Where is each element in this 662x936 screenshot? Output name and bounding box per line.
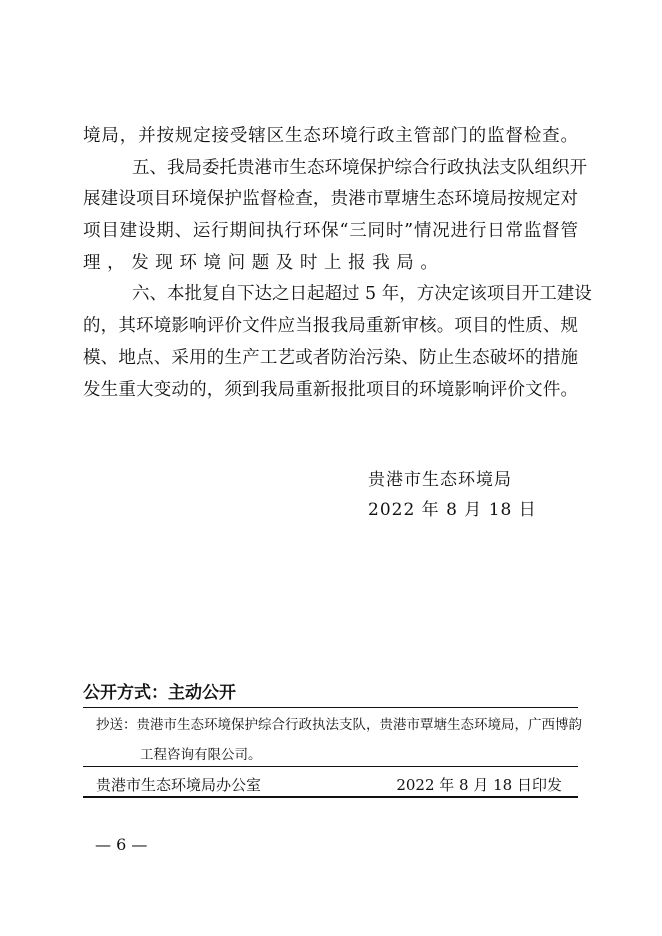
disclosure-method: 公开方式：主动公开 (83, 683, 236, 703)
issuer: 贵港市生态环境局办公室 (96, 776, 262, 794)
divider (83, 766, 578, 767)
body-line: 境局，并按规定接受辖区生态环境行政主管部门的监督检查。 (83, 126, 578, 146)
body-text (83, 121, 592, 406)
divider-bold (83, 796, 578, 798)
divider (83, 707, 578, 708)
cc-line-2: 工程咨询有限公司。 (140, 747, 262, 763)
signature-date: 2022 年 8 月 18 日 (368, 500, 537, 520)
body-line: 的，其环境影响评价文件应当报我局重新审核。项目的性质、规 (83, 316, 578, 337)
body-line: 模、地点、采用的生产工艺或者防治污染、防止生态破坏的措施 (83, 347, 578, 368)
body-line: 五、我局委托贵港市生态环境保护综合行政执法支队组织开 (132, 157, 587, 178)
body-line: 理，发现环境问题及时上报我局。 (83, 252, 445, 273)
body-line: 展建设项目环境保护监督检查，贵港市覃塘生态环境局按规定对 (83, 189, 578, 210)
body-line: 项目建设期、运行期间执行环保“三同时”情况进行日常监督管 (83, 221, 578, 242)
page-number: — 6 — (95, 835, 148, 854)
cc-line-1: 抄送：贵港市生态环境保护综合行政执法支队，贵港市覃塘生态环境局，广西博韵 (96, 717, 582, 733)
body-line: 六、本批复自下达之日起超过 5 年，方决定该项目开工建设 (132, 284, 592, 305)
issue-date: 2022 年 8 月 18 日印发 (396, 776, 562, 794)
body-line: 发生重大变动的，须到我局重新报批项目的环境影响评价文件。 (83, 379, 578, 400)
signature-org: 贵港市生态环境局 (368, 470, 512, 490)
